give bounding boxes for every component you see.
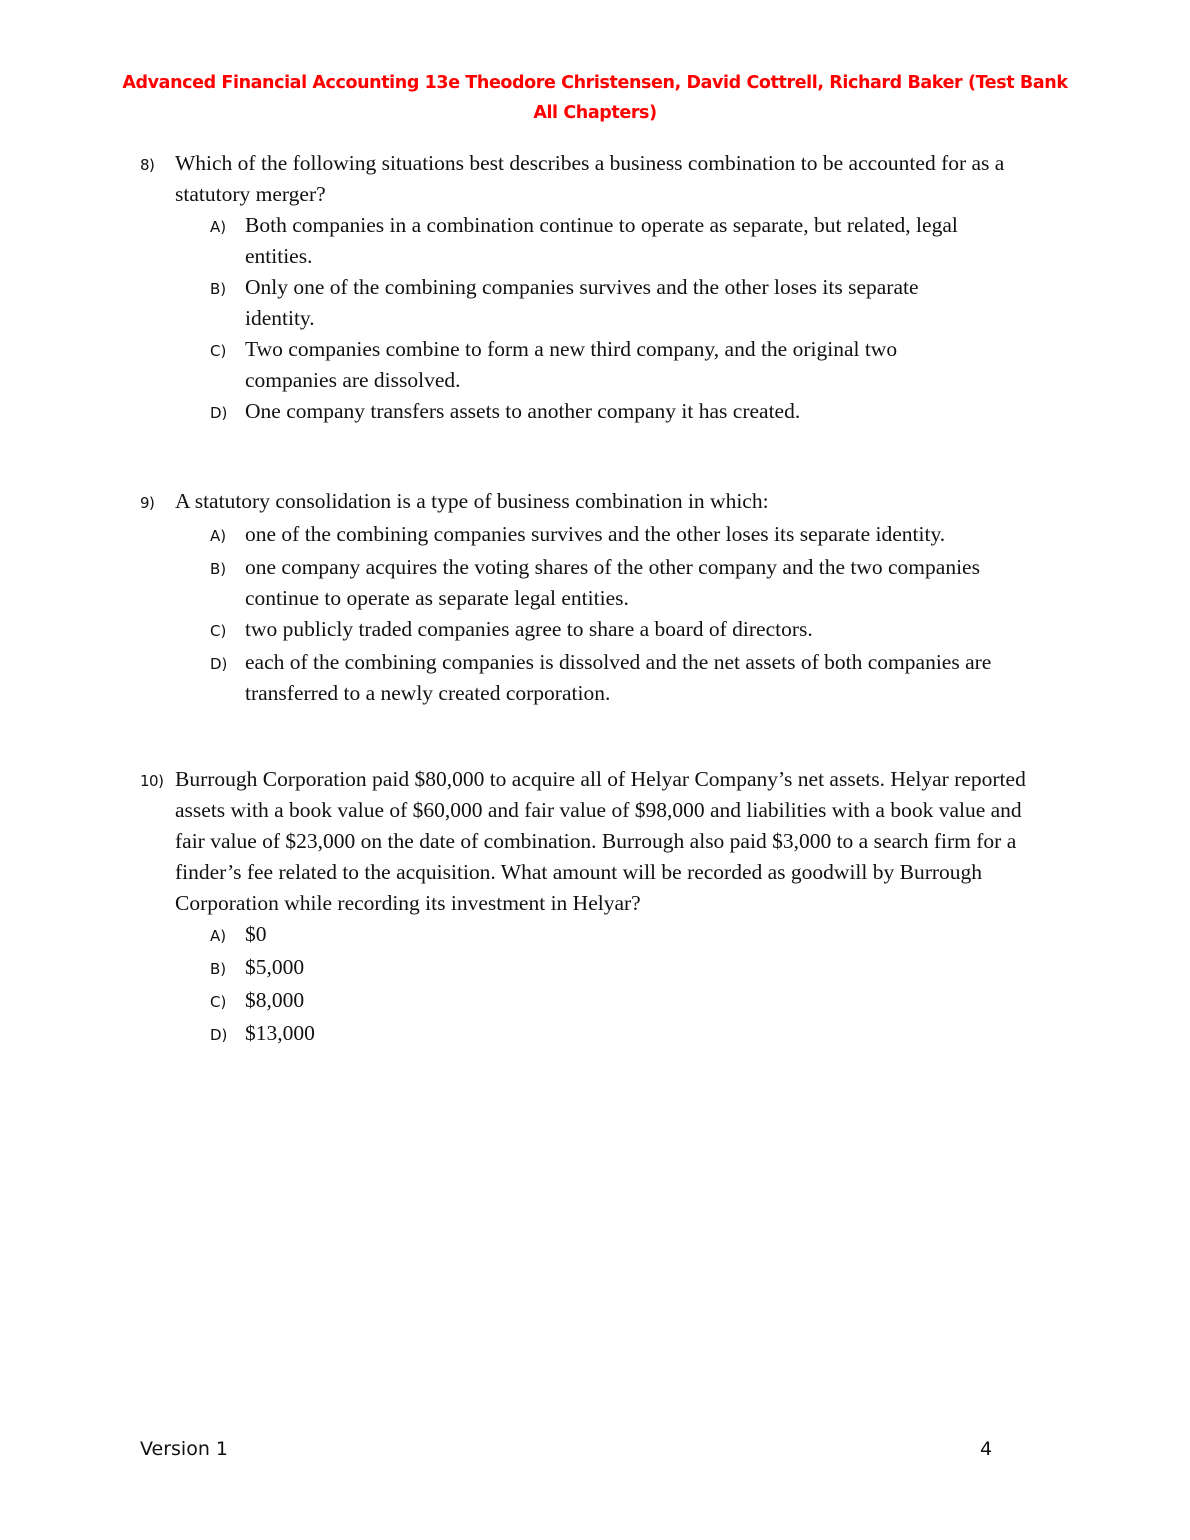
option-c	[210, 985, 1050, 1018]
option-text: one of the combining companies survives and the other loses its separate identity.	[245, 522, 946, 546]
option-b	[210, 952, 1050, 985]
option-a	[210, 919, 1050, 952]
question-number: 10)	[140, 772, 164, 790]
option-c	[210, 334, 1050, 396]
question-9	[140, 486, 1050, 709]
option-label: A)	[210, 218, 227, 236]
document-header-title: Advanced Financial Accounting 13e Theodore Christensen, David Cottrell, Richard Baker (Test Bank All Chapters)	[122, 73, 1068, 123]
option-c	[210, 614, 1050, 647]
option-label: C)	[210, 993, 227, 1011]
option-a	[210, 210, 1050, 272]
option-d	[210, 396, 1050, 429]
question-number: 9)	[140, 494, 155, 512]
option-text: Both companies in a combination continue to operate as separate, but related, legal entities.	[245, 213, 958, 268]
option-label: C)	[210, 342, 227, 360]
option-text: two publicly traded companies agree to share a board of directors.	[245, 617, 813, 641]
option-label: B)	[210, 560, 227, 578]
question-10	[140, 764, 1050, 1051]
option-text: One company transfers assets to another company it has created.	[245, 399, 801, 423]
question-text: A statutory consolidation is a type of business combination in which:	[175, 489, 769, 513]
option-text: $5,000	[245, 955, 305, 979]
option-label: D)	[210, 1026, 228, 1044]
option-text: $0	[245, 922, 267, 946]
option-label: A)	[210, 927, 227, 945]
option-d	[210, 1018, 1050, 1051]
option-text: $8,000	[245, 988, 305, 1012]
option-label: B)	[210, 280, 227, 298]
option-text: $13,000	[245, 1021, 315, 1045]
question-text: Which of the following situations best describes a business combination to be accounted for as a statutory merger?	[175, 151, 1005, 206]
option-label: B)	[210, 960, 227, 978]
option-label: D)	[210, 655, 228, 673]
option-text: each of the combining companies is dissolved and the net assets of both companies are transferred to a newly created corporation.	[245, 650, 992, 705]
option-text: Two companies combine to form a new third company, and the original two companies are dissolved.	[245, 337, 898, 392]
option-text: one company acquires the voting shares of the other company and the two companies continue to operate as separate legal entities.	[245, 555, 980, 610]
option-a	[210, 519, 1050, 552]
option-label: D)	[210, 404, 228, 422]
option-d	[210, 647, 1050, 709]
footer-page-number: 4	[980, 1438, 993, 1460]
question-text: Burrough Corporation paid $80,000 to acquire all of Helyar Company’s net assets. Helyar reported assets with a book value of $60,000 and fair value of $98,000 and liabilities with a book value and fair value of $23,000 on the date of combination. Burrough also paid $3,000 to a search firm for a finder’s fee related to the acquisition. What amount will be recorded as goodwill by Burrough Corporation while recording its investment in Helyar?	[175, 767, 1026, 915]
option-b	[210, 272, 1050, 334]
option-b	[210, 552, 1050, 614]
question-number: 8)	[140, 156, 155, 174]
option-label: A)	[210, 527, 227, 545]
option-text: Only one of the combining companies survives and the other loses its separate identity.	[245, 275, 919, 330]
option-label: C)	[210, 622, 227, 640]
footer-version: Version 1	[140, 1438, 228, 1460]
question-8	[140, 148, 1050, 429]
